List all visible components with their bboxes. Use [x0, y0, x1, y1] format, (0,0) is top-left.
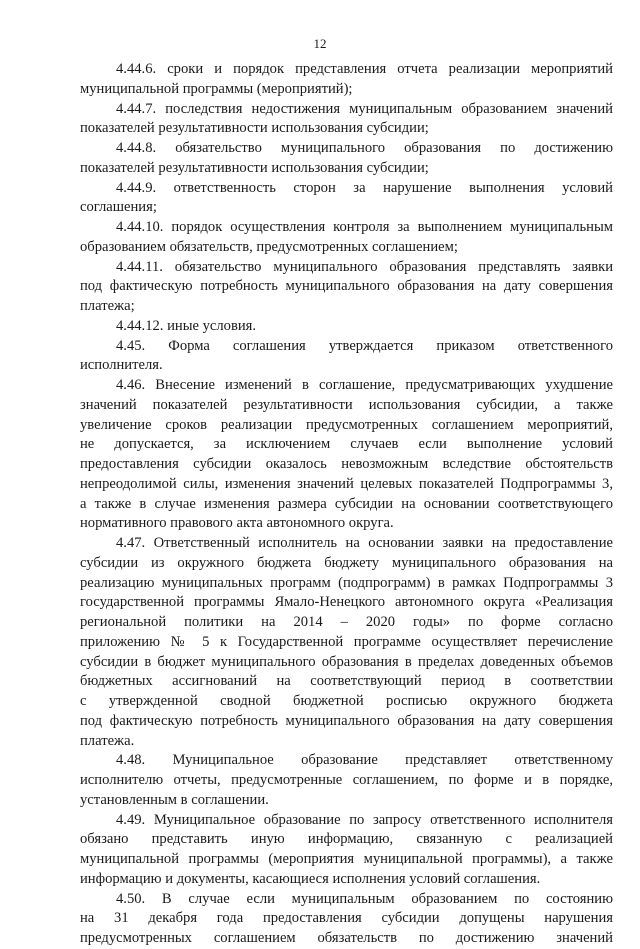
text-line: государственной программы Ямало-Ненецкого автономного округа «Реализация: [80, 594, 613, 611]
text-line: 4.44.7. последствия недостижения муниципальным образованием значений: [116, 100, 613, 117]
text-line: информацию и документы, касающиеся исполнения условий соглашения.: [80, 870, 541, 887]
text-line: 4.48. Муниципальное образование представляет ответственному: [116, 752, 613, 769]
text-line: 4.44.12. иные условия.: [116, 317, 257, 334]
paragraph-p4-44-7: [80, 100, 613, 140]
text-line: 4.44.8. обязательство муниципального образования по достижению: [116, 140, 613, 156]
text-line: нормативного правового акта автономного округа.: [80, 515, 394, 532]
paragraph-p4-45: [80, 337, 613, 377]
text-line: субсидии в бюджет муниципального образования в пределах доведенных объемов: [80, 653, 613, 670]
text-line: непреодолимой силы, изменения значений целевых показателей Подпрограммы 3,: [80, 475, 613, 492]
text-line: 4.47. Ответственный исполнитель на основании заявки на предоставление: [116, 535, 613, 551]
paragraph-p4-44-9: [80, 179, 613, 219]
text-line: 4.44.6. сроки и порядок представления отчета реализации мероприятий: [116, 61, 613, 77]
text-line: бюджетных ассигнований на соответствующий период в соответствии: [80, 673, 613, 690]
text-line: платежа.: [80, 732, 135, 749]
document-body: [80, 60, 613, 949]
text-line: показателей результативности использования субсидии;: [80, 159, 429, 176]
paragraph-p4-50: [80, 890, 613, 949]
text-line: с утвержденной сводной бюджетной росписью окружного бюджета: [80, 693, 613, 709]
paragraph-p4-44-8: [80, 139, 613, 179]
text-line: под фактическую потребность муниципального образования на дату совершения: [80, 712, 613, 729]
text-line: 4.44.10. порядок осуществления контроля за выполнением муниципальным: [116, 219, 613, 235]
text-line: 4.45. Форма соглашения утверждается приказом ответственного: [116, 337, 613, 354]
text-line: на 31 декабря года предоставления субсидии допущены нарушения: [80, 910, 613, 927]
text-line: 4.44.9. ответственность сторон за нарушение выполнения условий: [116, 179, 613, 196]
text-line: реализацию муниципальных программ (подпрограмм) в рамках Подпрограммы 3: [80, 574, 613, 591]
text-line: не допускается, за исключением случаев если выполнение условий: [80, 436, 613, 453]
text-line: увеличение сроков реализации предусмотренных соглашением мероприятий,: [80, 416, 613, 433]
text-line: соглашения;: [80, 199, 157, 216]
paragraph-p4-44-12: [80, 317, 613, 337]
text-line: предусмотренных соглашением обязательств по достижению значений: [80, 930, 613, 946]
paragraph-p4-49: [80, 811, 613, 890]
text-line: значений показателей результативности использования субсидии, а также: [80, 396, 613, 413]
text-line: показателей результативности использования субсидии;: [80, 120, 429, 137]
paragraph-p4-44-11: [80, 258, 613, 317]
text-line: образованием обязательств, предусмотренных соглашением;: [80, 238, 458, 255]
text-line: установленным в соглашении.: [80, 791, 269, 808]
text-line: 4.49. Муниципальное образование по запросу ответственного исполнителя: [116, 811, 613, 828]
text-line: обязано представить иную информацию, связанную с реализацией: [80, 831, 613, 848]
text-line: 4.46. Внесение изменений в соглашение, предусматривающих ухудшение: [116, 377, 613, 393]
text-line: приложению № 5 к Государственной программе осуществляет перечисление: [80, 633, 613, 650]
text-line: исполнителю отчеты, предусмотренные соглашением, по форме и в порядке,: [80, 772, 613, 788]
text-line: региональной политики на 2014 – 2020 годы» по форме согласно: [80, 614, 613, 630]
text-line: предоставления субсидии оказалось невозможным вследствие обстоятельств: [80, 456, 613, 472]
page-number: 12: [313, 36, 327, 51]
paragraph-p4-47: [80, 534, 613, 751]
text-line: 4.44.11. обязательство муниципального образования представлять заявки: [116, 258, 613, 275]
text-line: под фактическую потребность муниципального образования на дату совершения: [80, 278, 613, 295]
text-line: субсидии из окружного бюджета бюджету муниципального образования на: [80, 554, 613, 571]
text-line: 4.50. В случае если муниципальным образованием по состоянию: [116, 890, 613, 907]
text-line: муниципальной программы (мероприятия муниципальной программы), а также: [80, 851, 613, 867]
paragraph-p4-44-6: [80, 60, 613, 100]
paragraph-p4-48: [80, 751, 613, 810]
text-line: исполнителя.: [80, 357, 163, 374]
text-line: муниципальной программы (мероприятий);: [80, 80, 353, 97]
paragraph-p4-44-10: [80, 218, 613, 258]
paragraph-p4-46: [80, 376, 613, 534]
text-line: платежа;: [80, 298, 135, 314]
text-line: а также в случае изменения размера субсидии на основании соответствующего: [80, 495, 613, 512]
